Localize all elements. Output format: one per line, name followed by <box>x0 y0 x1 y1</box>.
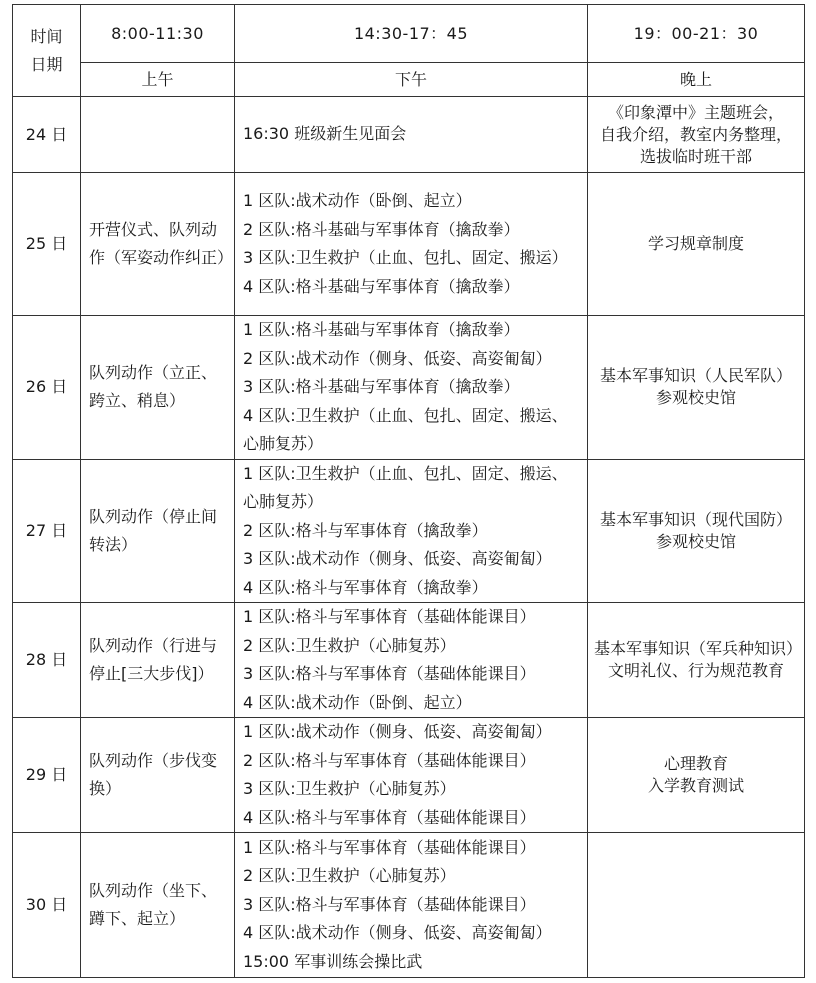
morning-cell <box>81 173 235 316</box>
date-cell: 30 日 <box>13 833 81 978</box>
afternoon-line: 3 区队:格斗基础与军事体育（擒敌拳） <box>243 377 520 396</box>
afternoon-line: 2 区队:格斗与军事体育（基础体能课目） <box>243 750 536 770</box>
evening-cell <box>588 316 805 460</box>
evening-label-header: 晚上 <box>588 63 805 97</box>
afternoon-line: 4 区队:战术动作（侧身、低姿、高姿匍匐） <box>243 923 552 943</box>
afternoon-line: 2 区队:战术动作（侧身、低姿、高姿匍匐） <box>243 348 552 368</box>
afternoon-line: 2 区队:卫生救护（心肺复苏） <box>243 635 456 655</box>
morning-text: 队列动作（步伐变换） <box>89 751 218 798</box>
afternoon-line: 1 区队:战术动作（卧倒、起立） <box>243 191 472 210</box>
afternoon-line: 15:00 军事训练会操比武 <box>243 951 423 971</box>
evening-line: 基本军事知识（人民军队） <box>599 366 792 386</box>
afternoon-line: 4 区队:格斗与军事体育（基础体能课目） <box>243 807 536 827</box>
corner-date-label: 日期 <box>30 54 63 74</box>
evening-line: 文明礼仪、行为规范教育 <box>607 661 784 680</box>
table-row <box>13 316 805 460</box>
afternoon-line: 3 区队:战术动作（侧身、低姿、高姿匍匐） <box>243 549 552 568</box>
evening-cell <box>588 97 805 173</box>
evening-line: 《印象潭中》主题班会， <box>607 102 784 122</box>
morning-text: 队列动作（停止间转法） <box>89 506 218 554</box>
corner-time-label: 时间 <box>30 26 63 46</box>
morning-text: 开营仪式、队列动作（军姿动作纠正） <box>89 220 234 267</box>
evening-line: 参观校史馆 <box>655 531 736 551</box>
evening-line: 心理教育 <box>663 754 728 773</box>
morning-cell <box>81 833 235 978</box>
table-row <box>13 603 805 718</box>
afternoon-line: 4 区队:格斗与军事体育（擒敌拳） <box>243 577 488 597</box>
afternoon-cell <box>235 173 588 316</box>
afternoon-line: 1 区队:卫生救护（止血、包扎、固定、搬运、心肺复苏） <box>243 463 568 511</box>
evening-cell <box>588 603 805 718</box>
morning-cell <box>81 316 235 460</box>
date-cell: 27 日 <box>13 459 81 603</box>
afternoon-line: 3 区队:格斗与军事体育（基础体能课目） <box>243 664 536 683</box>
afternoon-cell <box>235 833 588 978</box>
afternoon-line: 1 区队:战术动作（侧身、低姿、高姿匍匐） <box>243 722 552 741</box>
table-row <box>13 459 805 603</box>
afternoon-label-header: 下午 <box>235 63 588 97</box>
evening-cell <box>588 833 805 978</box>
table-row <box>13 97 805 173</box>
table-row <box>13 833 805 978</box>
afternoon-line: 2 区队:格斗基础与军事体育（擒敌拳） <box>243 219 520 239</box>
evening-line: 基本军事知识（军兵种知识） <box>594 639 803 658</box>
date-cell: 28 日 <box>13 603 81 718</box>
date-cell: 29 日 <box>13 718 81 833</box>
evening-line: 选拔临时班干部 <box>639 146 752 166</box>
evening-line: 自我介绍，教室内务整理， <box>599 124 792 144</box>
afternoon-cell <box>235 316 588 460</box>
afternoon-line: 3 区队:格斗与军事体育（基础体能课目） <box>243 894 536 914</box>
evening-line: 学习规章制度 <box>647 234 744 253</box>
afternoon-cell <box>235 459 588 603</box>
afternoon-line: 2 区队:格斗与军事体育（擒敌拳） <box>243 520 488 540</box>
evening-line: 入学教育测试 <box>647 776 744 795</box>
evening-cell <box>588 173 805 316</box>
afternoon-line: 16:30 班级新生见面会 <box>243 124 407 144</box>
morning-cell <box>81 459 235 603</box>
evening-line: 参观校史馆 <box>655 388 736 408</box>
morning-cell <box>81 603 235 718</box>
date-cell: 24 日 <box>13 97 81 173</box>
morning-time-header: 8:00-11:30 <box>81 5 235 63</box>
afternoon-line: 4 区队:格斗基础与军事体育（擒敌拳） <box>243 276 520 296</box>
evening-line: 基本军事知识（现代国防） <box>599 509 792 529</box>
afternoon-line: 3 区队:卫生救护（止血、包扎、固定、搬运） <box>243 248 568 267</box>
morning-label-header: 上午 <box>81 63 235 97</box>
table-row <box>13 718 805 833</box>
evening-cell <box>588 459 805 603</box>
time-header-row <box>13 5 805 63</box>
date-cell: 25 日 <box>13 173 81 316</box>
morning-text: 队列动作（坐下、蹲下、起立） <box>89 881 218 928</box>
afternoon-time-header: 14:30-17：45 <box>235 5 588 63</box>
afternoon-cell <box>235 97 588 173</box>
date-cell: 26 日 <box>13 316 81 460</box>
corner-header-cell <box>13 5 81 97</box>
afternoon-line: 1 区队:格斗与军事体育（基础体能课目） <box>243 607 536 626</box>
afternoon-cell <box>235 603 588 718</box>
table-row <box>13 173 805 316</box>
morning-text: 队列动作（行进与停止[三大步伐]） <box>89 636 218 683</box>
evening-cell <box>588 718 805 833</box>
afternoon-line: 3 区队:卫生救护（心肺复苏） <box>243 779 456 798</box>
morning-cell <box>81 97 235 173</box>
schedule-table <box>12 4 805 978</box>
afternoon-line: 4 区队:卫生救护（止血、包扎、固定、搬运、心肺复苏） <box>243 405 568 453</box>
afternoon-line: 2 区队:卫生救护（心肺复苏） <box>243 866 456 886</box>
afternoon-line: 1 区队:格斗与军事体育（基础体能课目） <box>243 837 536 857</box>
morning-cell <box>81 718 235 833</box>
afternoon-cell <box>235 718 588 833</box>
morning-text: 队列动作（立正、跨立、稍息） <box>89 363 218 411</box>
evening-time-header: 19：00-21：30 <box>588 5 805 63</box>
afternoon-line: 1 区队:格斗基础与军事体育（擒敌拳） <box>243 320 520 339</box>
period-header-row <box>13 63 805 97</box>
afternoon-line: 4 区队:战术动作（卧倒、起立） <box>243 692 472 712</box>
